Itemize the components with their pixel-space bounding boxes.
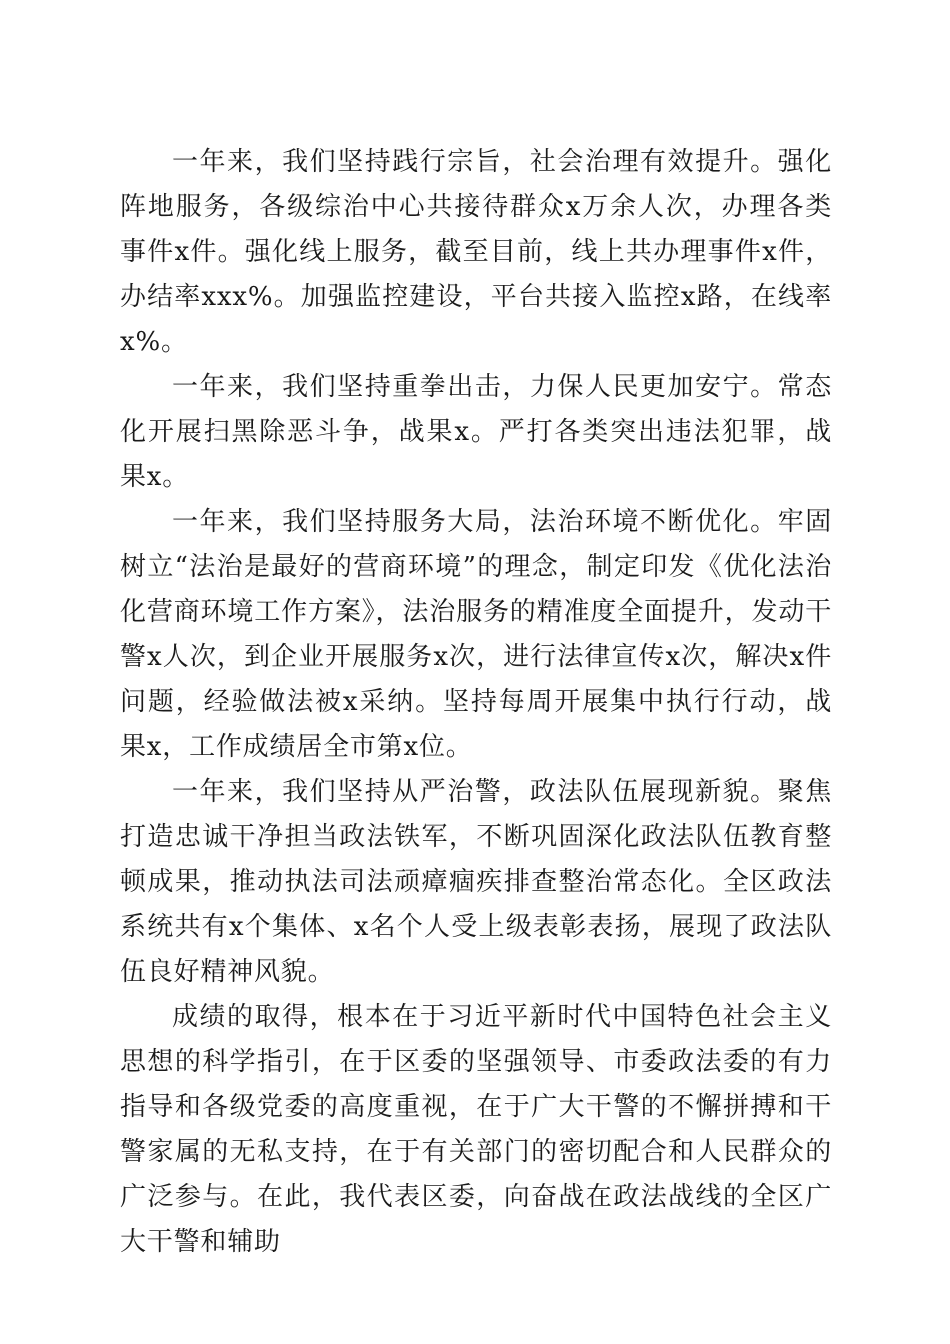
- paragraph-team-discipline: 一年来，我们坚持从严治警，政法队伍展现新貌。聚焦打造忠诚干净担当政法铁军，不断巩固深化政法队伍教育整顿成果，推动执法司法顽瘴痼疾排查整治常态化。全区政法系统共有x个集体、x名个人受上级表彰表扬，展现了政法队伍良好精神风貌。: [120, 777, 832, 987]
- paragraph-achievements: 成绩的取得，根本在于习近平新时代中国特色社会主义思想的科学指引，在于区委的坚强领导、市委政法委的有力指导和各级党委的高度重视，在于广大干警的不懈拼搏和干警家属的无私支持，在于有关部门的密切配合和人民群众的广泛参与。在此，我代表区委，向奋战在政法战线的全区广大干警和辅助: [120, 1002, 832, 1257]
- paragraph-rule-of-law-environment: 一年来，我们坚持服务大局，法治环境不断优化。牢固树立“法治是最好的营商环境”的理念，制定印发《优化法治化营商环境工作方案》，法治服务的精准度全面提升，发动干警x人次，到企业开展服务x次，进行法律宣传x次，解决x件问题，经验做法被x采纳。坚持每周开展集中执行行动，战果x，工作成绩居全市第x位。: [120, 507, 832, 762]
- document-body: [120, 140, 832, 1265]
- paragraph-social-governance: 一年来，我们坚持践行宗旨，社会治理有效提升。强化阵地服务，各级综治中心共接待群众x万余人次，办理各类事件x件。强化线上服务，截至目前，线上共办理事件x件，办结率xxx%。加强监控建设，平台共接入监控x路，在线率x%。: [120, 147, 832, 357]
- paragraph-crackdown: 一年来，我们坚持重拳出击，力保人民更加安宁。常态化开展扫黑除恶斗争，战果x。严打各类突出违法犯罪，战果x。: [120, 372, 832, 492]
